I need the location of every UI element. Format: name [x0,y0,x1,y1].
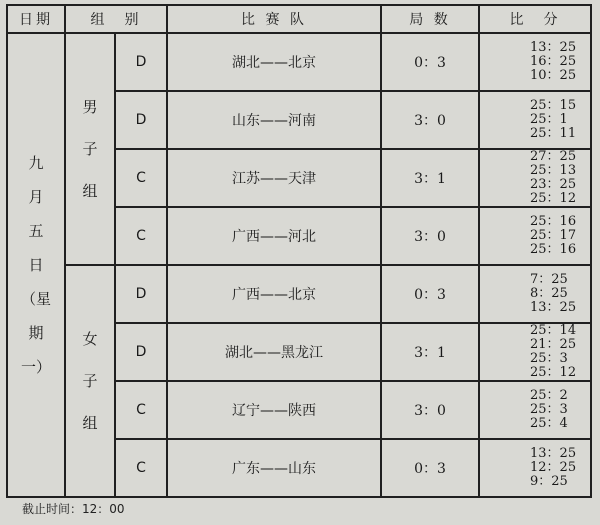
set-score: 25：12 [530,365,577,380]
pool-cell: D [115,323,167,381]
set-score: 21：25 [530,337,577,352]
set-score: 13：25 [530,300,577,315]
sets-cell: 3：0 [381,381,479,439]
score-cell [479,91,591,149]
sets-cell: 0：3 [381,33,479,91]
women-group-char: 组 [82,414,98,432]
date-char: 九 [28,154,44,172]
date-char: 五 [28,222,44,240]
teams-cell: 湖北——北京 [167,33,381,91]
teams-cell: 广西——北京 [167,265,381,323]
teams-cell: 广西——河北 [167,207,381,265]
set-score: 10：25 [530,68,577,83]
set-score: 25：3 [530,402,568,417]
set-score: 25：12 [530,191,577,206]
results-table [6,4,590,496]
set-score: 16：25 [530,54,577,69]
sets-cell: 3：1 [381,323,479,381]
pool-cell: C [115,439,167,497]
set-score: 25：17 [530,228,577,243]
men-group-char: 子 [82,140,98,158]
teams-cell: 山东——河南 [167,91,381,149]
men-group-cell [65,33,115,265]
set-score: 9：25 [530,474,568,489]
set-score: 25：16 [530,242,577,257]
score-cell [479,149,591,207]
score-cell [479,439,591,497]
match-row [7,33,591,91]
header-group: 组 别 [65,5,167,33]
teams-cell: 江苏——天津 [167,149,381,207]
date-char: （星 [20,290,51,308]
header-date: 日期 [7,5,65,33]
set-score: 25：14 [530,323,577,338]
men-group-char: 男 [82,98,98,116]
set-score: 25：4 [530,416,568,431]
sets-cell: 3：0 [381,207,479,265]
teams-cell: 广东——山东 [167,439,381,497]
pool-cell: C [115,207,167,265]
set-score: 23：25 [530,177,577,192]
header-row [7,5,591,33]
score-cell [479,265,591,323]
score-cell [479,207,591,265]
set-score: 25：11 [530,126,577,141]
sets-cell: 0：3 [381,439,479,497]
set-score: 25：2 [530,388,568,403]
score-cell [479,381,591,439]
match-row [7,265,591,323]
sets-cell: 3：1 [381,149,479,207]
pool-cell: D [115,91,167,149]
women-group-cell [65,265,115,497]
header-teams: 比 赛 队 [167,5,381,33]
teams-cell: 辽宁——陕西 [167,381,381,439]
date-char: 期 [28,324,44,342]
teams-cell: 湖北——黑龙江 [167,323,381,381]
women-group-char: 女 [82,330,98,348]
sets-cell: 3：0 [381,91,479,149]
cutoff-time: 截止时间：12：00 [22,502,125,516]
score-cell [479,323,591,381]
set-score: 25：15 [530,98,577,113]
header-sets: 局 数 [381,5,479,33]
score-cell [479,33,591,91]
set-score: 25：16 [530,214,577,229]
pool-cell: D [115,33,167,91]
set-score: 25：3 [530,351,568,366]
set-score: 27：25 [530,149,577,164]
date-char: 一） [20,358,51,376]
set-score: 13：25 [530,446,577,461]
sets-cell: 0：3 [381,265,479,323]
set-score: 25：1 [530,112,568,127]
set-score: 7：25 [530,272,568,287]
pool-cell: D [115,265,167,323]
set-score: 12：25 [530,460,577,475]
header-score: 比 分 [479,5,591,33]
date-char: 日 [28,256,44,274]
pool-cell: C [115,149,167,207]
set-score: 25：13 [530,163,577,178]
set-score: 8：25 [530,286,568,301]
women-group-char: 子 [82,372,98,390]
men-group-char: 组 [82,182,98,200]
date-cell [7,33,65,497]
pool-cell: C [115,381,167,439]
set-score: 13：25 [530,40,577,55]
date-char: 月 [28,188,44,206]
